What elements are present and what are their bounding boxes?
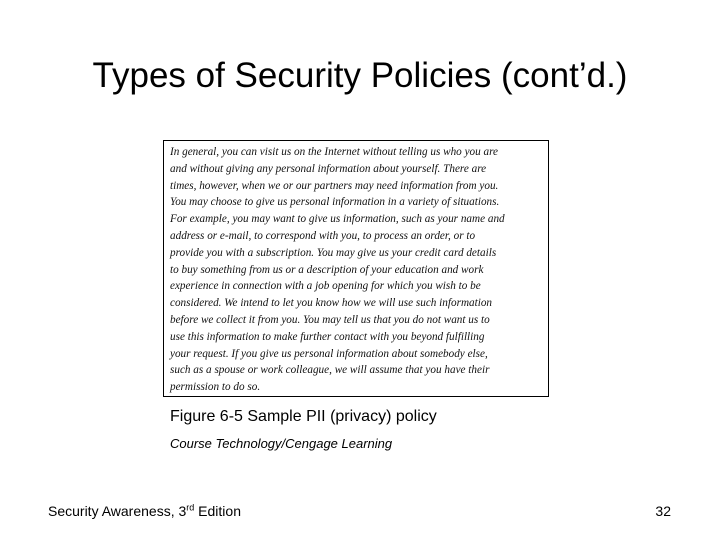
policy-text-line: times, however, when we or our partners may need information from you. — [170, 179, 499, 192]
policy-text-line: permission to do so. — [170, 381, 261, 394]
policy-text-line: your request. If you give us personal information about somebody else, — [170, 347, 488, 360]
figure-caption: Figure 6-5 Sample PII (privacy) policy — [170, 408, 437, 425]
policy-text-line: such as a spouse or work colleague, we will assume that you have their — [170, 364, 490, 377]
policy-text-line: You may choose to give us personal information in a variety of situations. — [170, 196, 500, 209]
policy-text-line: use this information to make further contact with you beyond fulfilling — [170, 330, 485, 343]
figure-credit: Course Technology/Cengage Learning — [170, 436, 393, 451]
policy-text-line: For example, you may want to give us information, such as your name and — [170, 213, 505, 226]
footer-book-title — [48, 502, 241, 520]
page-number: 32 — [655, 503, 671, 519]
footer-edition-word: Edition — [194, 503, 241, 519]
policy-text-line: and without giving any personal information about yourself. There are — [170, 162, 487, 175]
policy-text-line: before we collect it from you. You may tell us that you do not want us to — [170, 313, 490, 326]
slide-title: Types of Security Policies (cont’d.) — [92, 56, 628, 95]
policy-text-line: considered. We intend to let you know how we will use such information — [170, 297, 493, 310]
policy-text-line: In general, you can visit us on the Internet without telling us who you are — [170, 146, 499, 158]
privacy-policy-figure — [163, 140, 549, 397]
policy-text-line: provide you with a subscription. You may give us your credit card details — [170, 246, 497, 259]
footer-edition-superscript: rd — [186, 502, 195, 513]
policy-text-line: experience in connection with a job opening for which you wish to be — [170, 280, 481, 293]
footer-book-title-text: Security Awareness, 3 — [48, 503, 187, 519]
policy-text-line: address or e-mail, to correspond with you, to process an order, or to — [170, 229, 476, 242]
policy-text-line: to buy something from us or a description of your education and work — [170, 263, 484, 276]
